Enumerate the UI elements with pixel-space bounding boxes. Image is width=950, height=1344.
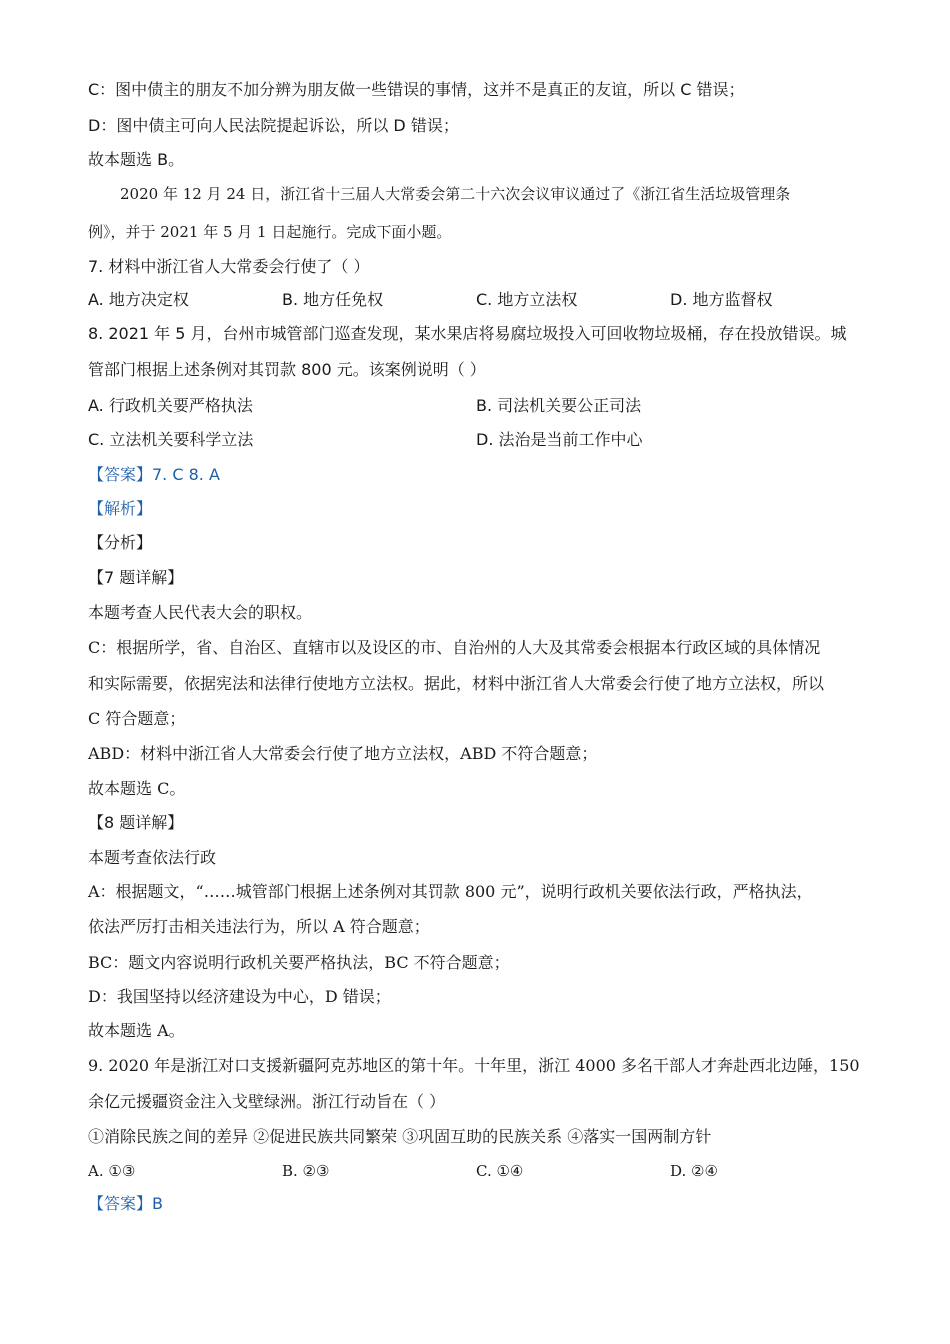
q8-option-b: B. 司法机关要公正司法 bbox=[476, 396, 642, 415]
question-7: 7. 材料中浙江省人大常委会行使了（ ） bbox=[88, 257, 370, 276]
analysis-label: 【解析】 bbox=[88, 499, 153, 518]
q7-option-b: B. 地方任免权 bbox=[282, 290, 384, 309]
q7-detail-line-5: ABD：材料中浙江省人大常委会行使了地方立法权，ABD 不符合题意； bbox=[88, 744, 598, 763]
option-c-explanation: C：图中债主的朋友不加分辨为朋友做一些错误的事情，这并不是真正的友谊，所以 C 错误； bbox=[88, 80, 745, 99]
q8-detail-line-3: 依法严厉打击相关违法行为，所以 A 符合题意； bbox=[88, 917, 430, 936]
q8-detail-line-1: 本题考查依法行政 bbox=[88, 848, 217, 867]
q8-detail-line-2: A：根据题文，“……城管部门根据上述条例对其罚款 800 元”，说明行政机关要依法行政，严格执法， bbox=[88, 882, 813, 901]
conclusion-b: 故本题选 B。 bbox=[88, 150, 185, 169]
q8-detail-line-6: 故本题选 A。 bbox=[88, 1021, 185, 1040]
q7-detail-line-6: 故本题选 C。 bbox=[88, 779, 186, 798]
material-line-1: 2020 年 12 月 24 日，浙江省十三届人大常委会第二十六次会议审议通过了《浙江省生活垃圾管理条 bbox=[120, 185, 791, 203]
q9-option-a: A. ①③ bbox=[88, 1162, 136, 1180]
question-9-items: ①消除民族之间的差异 ②促进民族共同繁荣 ③巩固互助的民族关系 ④落实一国两制方针 bbox=[88, 1127, 712, 1146]
material-line-2: 例》，并于 2021 年 5 月 1 日起施行。完成下面小题。 bbox=[88, 223, 452, 241]
q7-option-d: D. 地方监督权 bbox=[670, 290, 773, 309]
q8-detail-line-4: BC：题文内容说明行政机关要严格执法，BC 不符合题意； bbox=[88, 953, 510, 972]
q8-detail-line-5: D：我国坚持以经济建设为中心，D 错误； bbox=[88, 987, 391, 1006]
q8-detail-heading: 【8 题详解】 bbox=[88, 813, 184, 832]
option-d-explanation: D：图中债主可向人民法院提起诉讼，所以 D 错误； bbox=[88, 116, 459, 135]
q7-option-a: A. 地方决定权 bbox=[88, 290, 189, 309]
q9-option-d: D. ②④ bbox=[670, 1162, 718, 1180]
question-9-line-1: 9. 2020 年是浙江对口支援新疆阿克苏地区的第十年。十年里，浙江 4000 多名干部人才奔赴西北边陲，150 bbox=[88, 1056, 860, 1075]
question-9-line-2: 余亿元援疆资金注入戈壁绿洲。浙江行动旨在（ ） bbox=[88, 1092, 446, 1111]
answer-9: 【答案】B bbox=[88, 1194, 163, 1213]
fenxi-label: 【分析】 bbox=[88, 533, 153, 552]
question-8-line-1: 8. 2021 年 5 月，台州市城管部门巡查发现，某水果店将易腐垃圾投入可回收物垃圾桶，存在投放错误。城 bbox=[88, 324, 847, 343]
q7-option-c: C. 地方立法权 bbox=[476, 290, 578, 309]
q9-option-c: C. ①④ bbox=[476, 1162, 524, 1180]
q7-detail-line-4: C 符合题意； bbox=[88, 709, 186, 728]
q8-option-a: A. 行政机关要严格执法 bbox=[88, 396, 253, 415]
q7-detail-heading: 【7 题详解】 bbox=[88, 568, 184, 587]
answer-7-8: 【答案】7. C 8. A bbox=[88, 465, 220, 484]
q8-option-d: D. 法治是当前工作中心 bbox=[476, 430, 643, 449]
q7-detail-line-1: 本题考查人民代表大会的职权。 bbox=[88, 603, 313, 622]
q9-option-b: B. ②③ bbox=[282, 1162, 330, 1180]
q7-detail-line-3: 和实际需要，依据宪法和法律行使地方立法权。据此，材料中浙江省人大常委会行使了地方立法权，所以 bbox=[88, 674, 825, 693]
q7-detail-line-2: C：根据所学，省、自治区、直辖市以及设区的市、自治州的人大及其常委会根据本行政区域的具体情况 bbox=[88, 638, 821, 657]
question-8-line-2: 管部门根据上述条例对其罚款 800 元。该案例说明（ ） bbox=[88, 360, 486, 379]
q8-option-c: C. 立法机关要科学立法 bbox=[88, 430, 254, 449]
